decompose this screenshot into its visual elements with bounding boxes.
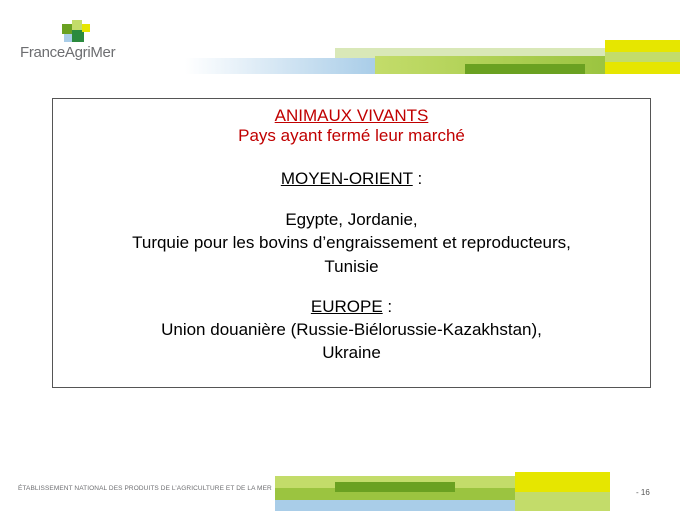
section-middle-east-colon: : [412, 169, 423, 188]
section-europe [53, 297, 650, 317]
footer-institution: ÉTABLISSEMENT NATIONAL DES PRODUITS DE L’AGRICULTURE ET DE LA MER [18, 485, 272, 492]
logo-text: FranceAgriMer [20, 44, 116, 61]
footer-decorative-bands [275, 472, 680, 511]
page-number: - 16 [636, 488, 650, 497]
slide-subtitle: Pays ayant fermé leur marché [238, 126, 465, 145]
middle-east-line-2: Turquie pour les bovins d’engraissement et reproducteurs, [132, 233, 571, 252]
europe-line-1: Union douanière (Russie-Biélorussie-Kazakhstan), [161, 320, 542, 339]
middle-east-line-1: Egypte, Jordanie, [285, 210, 418, 229]
slide-title: ANIMAUX VIVANTS [274, 106, 429, 125]
footer-bands-graphic [275, 472, 680, 511]
section-europe-heading: EUROPE [310, 297, 383, 316]
europe-line-2: Ukraine [322, 343, 381, 362]
middle-east-line-3: Tunisie [324, 257, 379, 276]
section-middle-east [53, 169, 650, 189]
header-bands-graphic [185, 40, 680, 74]
header-decorative-bands [185, 40, 680, 74]
franceagrimer-logo [18, 18, 148, 68]
section-europe-colon: : [382, 297, 393, 316]
section-middle-east-heading: MOYEN-ORIENT [280, 169, 413, 188]
content-box [52, 98, 651, 388]
